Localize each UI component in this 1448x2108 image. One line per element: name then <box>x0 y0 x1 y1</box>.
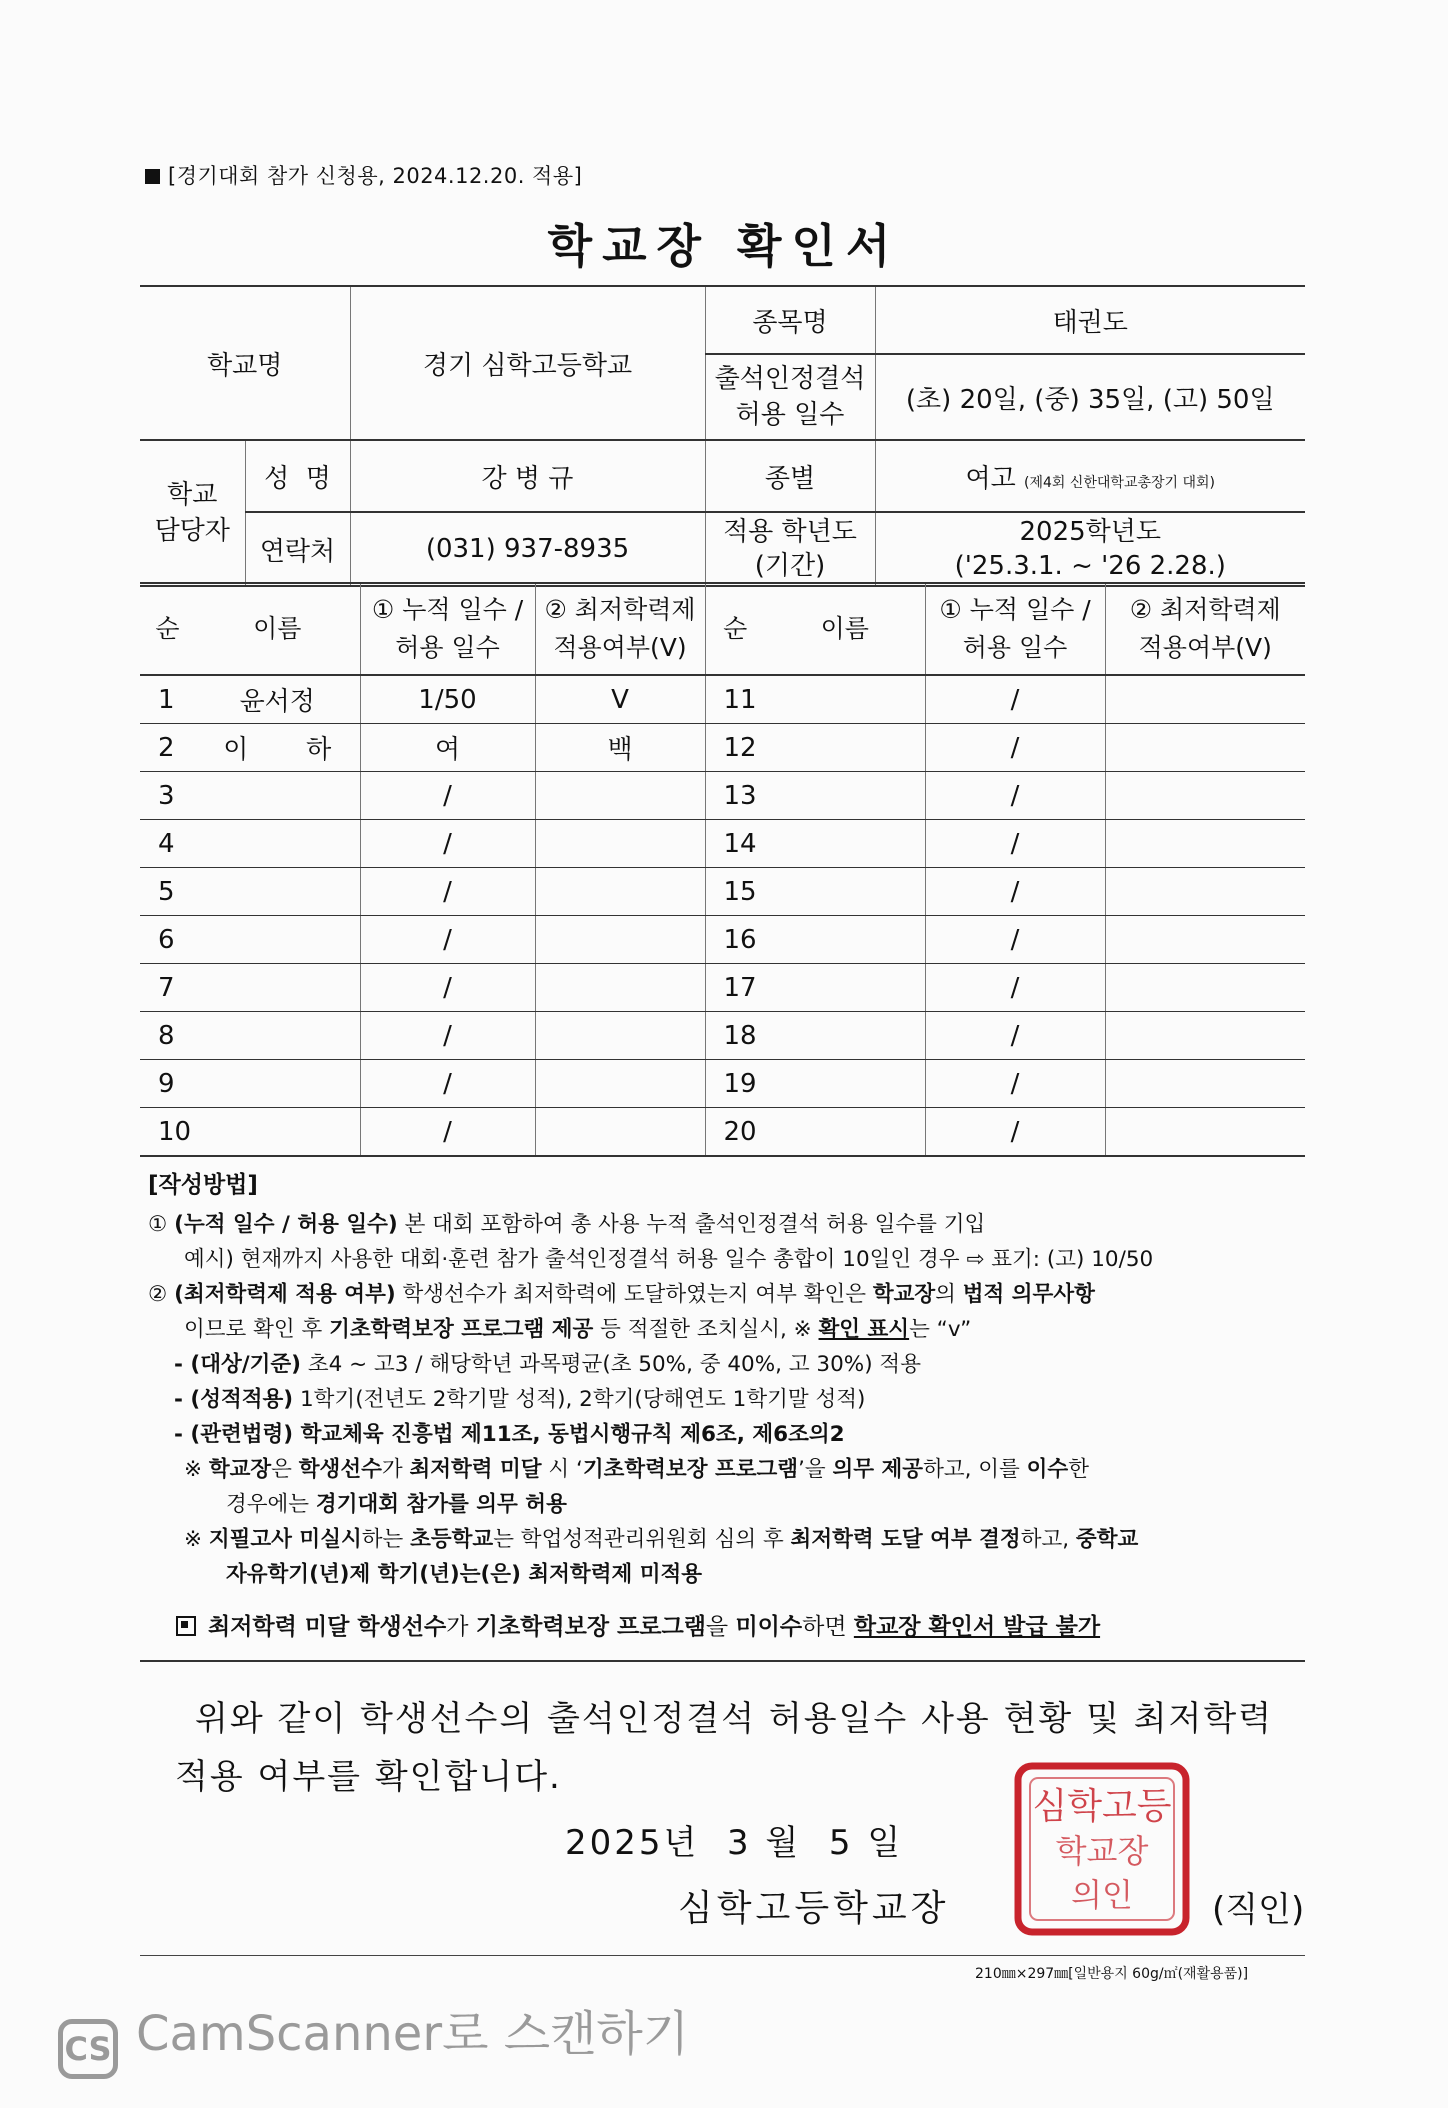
confirmation-line-2: 적용 여부를 확인합니다. <box>175 1757 562 1797</box>
student-name <box>195 916 360 964</box>
note-2-line-2-c: 는 “v” <box>909 1317 972 1342</box>
remark-1-g: 시 ‘ <box>541 1457 583 1482</box>
year-value-2: ('25.3.1. ~ '26 2.28.) <box>954 551 1226 581</box>
absence-days: / <box>360 820 535 868</box>
final-c: 기초학력보장 프로그램 <box>475 1614 706 1640</box>
col-days-left-1: ① 누적 일수 / <box>371 595 524 624</box>
absence-value: (초) 20일, (중) 35일, (고) 50일 <box>875 354 1305 440</box>
absence-days: / <box>925 916 1105 964</box>
header-table <box>140 285 1305 587</box>
remark-1-line-2-b: 경기대회 참가를 의무 허용 <box>315 1492 567 1517</box>
sport-label: 종목명 <box>705 286 875 354</box>
school-value: 경기 심학고등학교 <box>350 286 705 440</box>
absence-days: / <box>925 724 1105 772</box>
table-row <box>140 724 1305 772</box>
min-academic-check <box>1105 916 1305 964</box>
staff-label-2: 담당자 <box>154 516 230 546</box>
remark-1-e: 가 <box>381 1457 410 1482</box>
absence-days: / <box>925 868 1105 916</box>
col-name-right: 이름 <box>765 583 925 675</box>
student-name <box>195 868 360 916</box>
svg-text:학교장: 학교장 <box>1055 1832 1149 1870</box>
name-value: 강 병 규 <box>350 440 705 512</box>
remark-2-f: 학업성적관리위원회 <box>520 1527 708 1552</box>
col-min-left-2: 적용여부(V) <box>553 633 687 662</box>
absence-days: / <box>360 1060 535 1108</box>
category-cell <box>875 440 1305 512</box>
col-no-left: 순 <box>140 583 195 675</box>
row-number: 3 <box>140 772 195 820</box>
min-academic-check <box>1105 724 1305 772</box>
remark-2-b: 지필고사 미실시 <box>208 1527 362 1552</box>
min-academic-check <box>1105 1012 1305 1060</box>
table-row <box>140 772 1305 820</box>
remark-1 <box>148 1452 1308 1487</box>
student-name: 이 하 <box>195 724 360 772</box>
remark-1-l: 이수 <box>1026 1457 1069 1482</box>
row-number: 9 <box>140 1060 195 1108</box>
row-number: 7 <box>140 964 195 1012</box>
col-min-left <box>535 583 705 675</box>
student-name <box>765 1060 925 1108</box>
student-name <box>765 916 925 964</box>
form-tag-text: [경기대회 참가 신청용, 2024.12.20. 적용] <box>168 164 583 188</box>
row-number: 2 <box>140 724 195 772</box>
student-name <box>195 964 360 1012</box>
min-academic-check <box>1105 1108 1305 1157</box>
note-2-text-a: 학생선수가 최저학력에 도달하였는지 여부 확인은 <box>395 1282 873 1307</box>
remark-1-m: 한 <box>1068 1457 1089 1482</box>
note-2-line-2 <box>148 1312 1308 1347</box>
detail-2-bold: - (성적적용) <box>174 1387 294 1412</box>
absence-days: / <box>925 1012 1105 1060</box>
confirmation-line-1: 위와 같이 학생선수의 출석인정결석 허용일수 사용 현황 및 최저학력 <box>195 1699 1274 1739</box>
row-number: 19 <box>705 1060 765 1108</box>
table-row <box>140 1012 1305 1060</box>
note-1-mark: ① <box>148 1212 168 1237</box>
col-name-left: 이름 <box>195 583 360 675</box>
name-label: 성 명 <box>245 440 350 512</box>
student-name <box>195 772 360 820</box>
table-row <box>140 675 1305 724</box>
absence-days: / <box>925 1060 1105 1108</box>
instructions-heading: [작성방법] <box>148 1172 258 1198</box>
year-label-2: (기간) <box>754 551 826 581</box>
min-academic-check <box>1105 964 1305 1012</box>
note-1-bold: (누적 일수 / 허용 일수) <box>174 1212 398 1237</box>
remark-2-h: 최저학력 도달 여부 결정 <box>790 1527 1021 1552</box>
note-2-line-2-b: 등 적절한 조치실시, ※ <box>593 1317 819 1342</box>
row-number: 6 <box>140 916 195 964</box>
absence-days: / <box>360 868 535 916</box>
final-f: 하면 <box>802 1614 854 1640</box>
year-value <box>875 512 1305 586</box>
category-label: 종별 <box>705 440 875 512</box>
note-1-example: 예시) 현재까지 사용한 대회·훈련 참가 출석인정결석 허용 일수 총합이 10일인 경우 ⇨ 표기: (고) 10/50 <box>184 1247 1154 1272</box>
note-1 <box>148 1207 1308 1242</box>
absence-days: / <box>925 1108 1105 1157</box>
official-seal <box>1012 1760 1192 1938</box>
remark-1-f: 최저학력 미달 <box>409 1457 542 1482</box>
form-tag <box>145 160 582 190</box>
year-label-1: 적용 학년도 <box>723 517 857 547</box>
absence-days: / <box>925 820 1105 868</box>
row-number: 20 <box>705 1108 765 1157</box>
col-days-right <box>925 583 1105 675</box>
final-warning <box>176 1608 1100 1641</box>
final-g: 학교장 확인서 발급 불가 <box>853 1614 1101 1640</box>
min-academic-check <box>535 868 705 916</box>
final-a: 최저학력 미달 학생선수 <box>208 1614 447 1640</box>
note-2-line-2-underline: 확인 표시 <box>818 1317 910 1342</box>
detail-2 <box>148 1382 1308 1417</box>
student-name <box>195 820 360 868</box>
final-b: 가 <box>446 1614 476 1640</box>
camscanner-watermark <box>58 1995 689 2079</box>
min-academic-check <box>535 1012 705 1060</box>
row-number: 1 <box>140 675 195 724</box>
watermark-text: CamScanner로 스캔하기 <box>136 2006 690 2062</box>
divider <box>140 1660 1305 1662</box>
remark-2-e: 는 <box>493 1527 521 1552</box>
student-name <box>765 820 925 868</box>
absence-days: / <box>360 1108 535 1157</box>
note-2-line-2-a: 이므로 확인 후 <box>184 1317 330 1342</box>
note-1-text: 본 대회 포함하여 총 사용 누적 출석인정결석 허용 일수를 기입 <box>397 1212 986 1237</box>
detail-2-text: 1학기(전년도 2학기말 성적), 2학기(당해연도 1학기말 성적) <box>293 1387 866 1412</box>
row-number: 18 <box>705 1012 765 1060</box>
detail-3-text: 학교체육 진흥법 제11조, 동법시행규칙 제6조, 제6조의2 <box>293 1422 845 1447</box>
min-academic-check <box>535 964 705 1012</box>
col-no-right: 순 <box>705 583 765 675</box>
detail-1 <box>148 1347 1308 1382</box>
row-number: 8 <box>140 1012 195 1060</box>
contact-value: (031) 937-8935 <box>350 512 705 586</box>
col-days-left <box>360 583 535 675</box>
table-row <box>140 964 1305 1012</box>
student-name <box>195 1108 360 1157</box>
row-number: 12 <box>705 724 765 772</box>
min-academic-check: V <box>535 675 705 724</box>
svg-text:의인: 의인 <box>1071 1876 1133 1914</box>
remark-2-d: 초등학교 <box>410 1527 494 1552</box>
remark-2 <box>148 1522 1308 1557</box>
row-number: 17 <box>705 964 765 1012</box>
school-label: 학교명 <box>140 286 350 440</box>
absence-label-2: 허용 일수 <box>735 400 845 430</box>
remark-2-j: 중학교 <box>1075 1527 1139 1552</box>
absence-days: / <box>360 916 535 964</box>
col-days-left-2: 허용 일수 <box>395 633 500 662</box>
table-row <box>140 916 1305 964</box>
instructions <box>148 1168 1308 1592</box>
category-note: (제4회 신한대학교총장기 대회) <box>1023 474 1216 491</box>
student-name <box>765 1012 925 1060</box>
issue-date: 2025년 3 월 5 일 <box>565 1823 904 1863</box>
svg-text:심학고등: 심학고등 <box>1032 1786 1172 1827</box>
row-number: 11 <box>705 675 765 724</box>
note-2-bold: (최저학력제 적용 여부) <box>174 1282 396 1307</box>
absence-label-1: 출석인정결석 <box>714 364 866 394</box>
remark-1-i: ’을 <box>798 1457 833 1482</box>
remark-2-a: ※ <box>184 1527 209 1552</box>
table-row <box>140 1060 1305 1108</box>
min-academic-check <box>1105 772 1305 820</box>
detail-1-bold: - (대상/기준) <box>174 1352 301 1377</box>
bottom-divider <box>140 1955 1305 1956</box>
absence-days: / <box>925 772 1105 820</box>
student-name <box>195 1012 360 1060</box>
absence-days: / <box>360 1012 535 1060</box>
final-d: 을 <box>705 1614 736 1640</box>
student-name <box>765 772 925 820</box>
note-2-text-c: 의 <box>935 1282 963 1307</box>
student-name <box>765 675 925 724</box>
student-name <box>765 724 925 772</box>
remark-1-c: 은 <box>271 1457 299 1482</box>
document-title: 학교장 확인서 <box>547 219 901 273</box>
staff-label-1: 학교 <box>167 480 218 510</box>
student-name <box>765 868 925 916</box>
roster-table <box>140 582 1305 1157</box>
remark-1-a: ※ <box>184 1457 209 1482</box>
student-name <box>765 964 925 1012</box>
square-bullet-icon <box>145 169 160 184</box>
col-days-right-2: 허용 일수 <box>962 633 1068 662</box>
table-row <box>140 868 1305 916</box>
absence-days: / <box>925 675 1105 724</box>
row-number: 5 <box>140 868 195 916</box>
year-value-1: 2025학년도 <box>1019 517 1162 547</box>
absence-days: 여 <box>360 724 535 772</box>
absence-days: 1/50 <box>360 675 535 724</box>
col-min-right-1: ② 최저학력제 <box>1129 595 1281 624</box>
remark-2-line-2 <box>148 1557 1308 1592</box>
student-name <box>765 1108 925 1157</box>
paper-spec: 210㎜×297㎜[일반용지 60g/㎡(재활용품)] <box>975 1966 1249 1982</box>
year-label <box>705 512 875 586</box>
student-name <box>195 1060 360 1108</box>
sport-value: 태권도 <box>875 286 1305 354</box>
detail-3-bold: - (관련법령) <box>174 1422 294 1447</box>
staff-label <box>140 440 245 586</box>
row-number: 16 <box>705 916 765 964</box>
absence-days: / <box>360 964 535 1012</box>
note-2-bold-d: 법적 의무사항 <box>962 1282 1095 1307</box>
min-academic-check <box>535 820 705 868</box>
contact-label: 연락처 <box>245 512 350 586</box>
row-number: 14 <box>705 820 765 868</box>
col-min-right <box>1105 583 1305 675</box>
remark-1-b: 학교장 <box>208 1457 272 1482</box>
category-value: 여고 <box>965 463 1016 494</box>
remark-2-c: 하는 <box>361 1527 411 1552</box>
absence-label <box>705 354 875 440</box>
min-academic-check <box>535 916 705 964</box>
min-academic-check <box>1105 868 1305 916</box>
detail-3 <box>148 1417 1308 1452</box>
remark-1-k: 하고, 이를 <box>923 1457 1027 1482</box>
final-e: 미이수 <box>735 1614 803 1640</box>
detail-1-text: 초4 ~ 고3 / 해당학년 과목평균(초 50%, 중 40%, 고 30%) 적용 <box>301 1352 921 1377</box>
note-2-bold-b: 학교장 <box>872 1282 936 1307</box>
roster-body <box>140 675 1305 1156</box>
min-academic-check <box>1105 675 1305 724</box>
note-2-line-2-bold: 기초학력보장 프로그램 제공 <box>329 1317 594 1342</box>
col-days-right-1: ① 누적 일수 / <box>939 595 1091 624</box>
col-min-right-2: 적용여부(V) <box>1138 633 1272 662</box>
remark-2-g: 심의 후 <box>707 1527 791 1552</box>
row-number: 13 <box>705 772 765 820</box>
seal-label: (직인) <box>1212 1890 1305 1930</box>
row-number: 15 <box>705 868 765 916</box>
remark-1-line-2-a: 경우에는 <box>226 1492 316 1517</box>
remark-2-line-2-a: 자유학기(년)제 학기(년)는(은) 최저학력제 미적용 <box>226 1562 703 1587</box>
note-2 <box>148 1277 1308 1312</box>
row-number: 4 <box>140 820 195 868</box>
remark-1-j: 의무 제공 <box>832 1457 924 1482</box>
remark-1-line-2 <box>148 1487 1308 1522</box>
remark-2-i: 하고, <box>1020 1527 1076 1552</box>
min-academic-check <box>1105 1060 1305 1108</box>
col-min-left-1: ② 최저학력제 <box>544 595 696 624</box>
row-number: 10 <box>140 1108 195 1157</box>
min-academic-check <box>535 772 705 820</box>
checkbox-bullet-icon <box>176 1616 196 1636</box>
min-academic-check <box>1105 820 1305 868</box>
camscanner-logo-icon: CS <box>58 2019 118 2079</box>
principal-title: 심학고등학교장 <box>678 1888 950 1929</box>
absence-days: / <box>925 964 1105 1012</box>
min-academic-check <box>535 1108 705 1157</box>
student-name: 윤서정 <box>195 675 360 724</box>
table-row <box>140 1108 1305 1157</box>
min-academic-check: 백 <box>535 724 705 772</box>
remark-1-h: 기초학력보장 프로그램 <box>582 1457 799 1482</box>
absence-days: / <box>360 772 535 820</box>
min-academic-check <box>535 1060 705 1108</box>
note-2-mark: ② <box>148 1282 168 1307</box>
remark-1-d: 학생선수 <box>298 1457 382 1482</box>
table-row <box>140 820 1305 868</box>
